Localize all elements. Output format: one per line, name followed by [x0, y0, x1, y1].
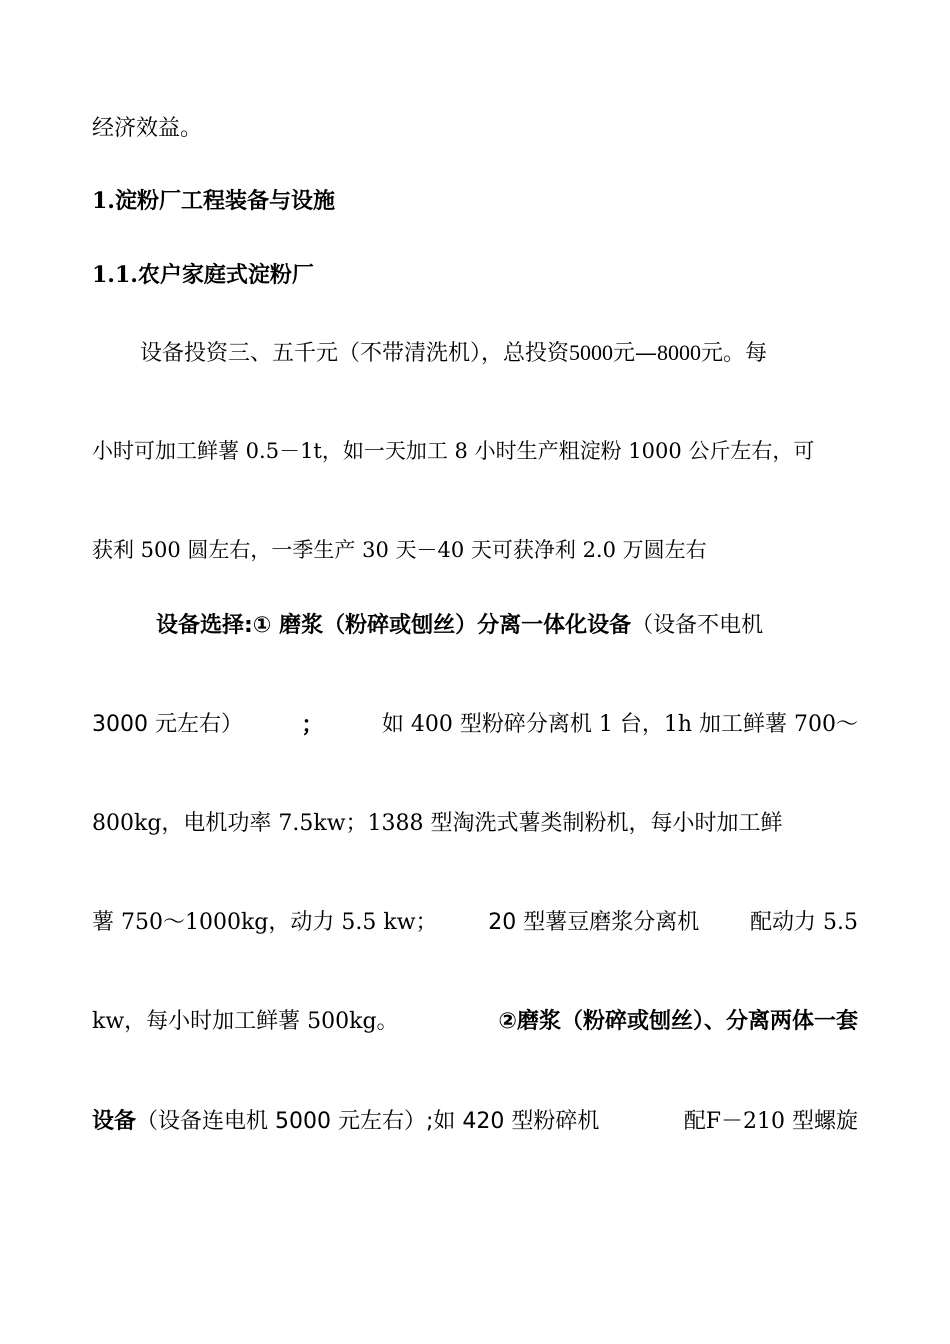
paragraph-1-line-3	[92, 535, 858, 565]
text-fragment: ；	[301, 712, 324, 738]
text-fragment: 如 400 型粉碎分离机 1 台，1h 加工鲜薯 700～	[381, 712, 858, 737]
text-fragment: 800kg，电机功率 7.5kw；1388 型淘洗式薯类制粉机，每小时加工鲜	[92, 811, 783, 836]
heading-1-1	[92, 260, 858, 290]
paragraph-2-line-1	[156, 611, 858, 641]
text-fragment: （设备不电机	[631, 613, 764, 638]
paragraph-1-line-2	[92, 436, 858, 466]
separate-equipment-bold: ②磨浆（粉碎或刨丝）、分离两体一套	[498, 1009, 858, 1034]
text-fragment: 8000	[657, 340, 702, 365]
paragraph-2-line-2	[92, 710, 858, 740]
text-fragment: 获利 500 圆左右，一季生产 30 天－40 天可获净利 2.0 万圆左右	[92, 538, 707, 562]
text-fragment: 小时可加工鲜薯 0.5－1t，如一天加工 8 小时生产粗淀粉 1000 公斤左右，可	[92, 439, 815, 463]
heading-1-text: 1.淀粉厂工程装备与设施	[92, 188, 335, 214]
text-fragment: 设备投资三、五千元（不带清洗机），总投资	[140, 341, 570, 366]
paragraph-2-line-4	[92, 908, 858, 938]
text-fragment: 元。每	[701, 341, 768, 366]
text-fragment: （设备连电机 5000 元左右）;如 420 型粉碎机	[136, 1109, 600, 1134]
text-fragment: 设备	[92, 1109, 137, 1134]
heading-1-1-text: 1.1.农户家庭式淀粉厂	[92, 262, 314, 288]
text-fragment: 经济效益。	[92, 116, 203, 141]
text-fragment: 5000	[569, 340, 614, 365]
equipment-selection-bold: 设备选择:① 磨浆（粉碎或刨丝）分离一体化设备	[156, 613, 632, 638]
text-fragment: 元—	[613, 341, 658, 366]
text-fragment: kw，每小时加工鲜薯 500kg。	[92, 1009, 399, 1034]
paragraph-2-line-5	[92, 1007, 858, 1037]
paragraph-2-line-6	[92, 1107, 858, 1137]
text-line-economic-benefit	[92, 114, 858, 144]
text-fragment: F－210 型螺旋	[705, 1109, 858, 1134]
text-fragment: 20 型薯豆磨浆分离机	[488, 910, 700, 935]
text-fragment: 薯 750～1000kg，动力 5.5 kw；	[92, 910, 438, 935]
text-fragment: 配动力 5.5	[750, 910, 858, 935]
paragraph-1-line-1	[140, 338, 858, 369]
paragraph-2-line-3	[92, 809, 858, 839]
heading-1	[92, 186, 858, 216]
text-fragment: 3000 元左右）	[92, 712, 243, 737]
text-fragment: 配	[683, 1109, 706, 1134]
